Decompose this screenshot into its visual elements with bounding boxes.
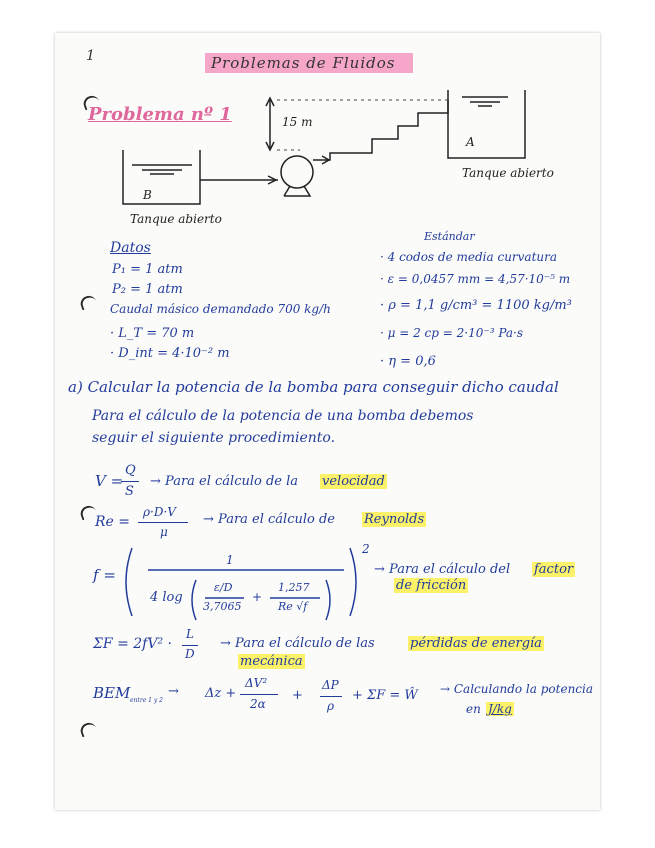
bem-text-2: en [466,702,481,716]
losses-highlight-2: mecánica [240,654,303,669]
tank-a-label: Tanque abierto [462,166,554,180]
velocity-num: Q [125,463,136,478]
friction-eps-num: ε/D [214,581,233,594]
dato-diametro: · D_int = 4·10⁻² m [110,346,230,361]
bem-lhs: BEM [93,684,131,702]
bem-highlight: J/kg [488,702,512,716]
losses-lhs: ΣF = 2fV² · [93,636,172,652]
dato-viscosidad: · μ = 2 cp = 2·10⁻³ Pa·s [380,326,523,340]
losses-text: → Para el cálculo de las [220,636,375,651]
velocity-highlight: velocidad [322,474,385,489]
bem-plus: + [292,688,303,703]
bem-dp-num: ΔP [322,678,339,692]
bem-rest: + ΣF = Ŵ [352,688,418,703]
bem-text: → Calculando la potencia [440,682,594,696]
datos-heading: Datos [110,240,151,256]
reynolds-highlight: Reynolds [364,512,425,527]
bem-dv-num: ΔV² [245,676,268,690]
section-a-intro-2: seguir el siguiente procedimiento. [92,430,336,446]
friction-log: 4 log [150,590,183,605]
losses-num: L [186,627,194,641]
reynolds-text: → Para el cálculo de [203,512,335,527]
dato-p1: P₁ = 1 atm [112,262,183,277]
bem-subscript: entre 1 y 2 [130,697,163,704]
dato-p2: P₂ = 1 atm [112,282,183,297]
friction-lhs: f = [93,566,116,584]
reynolds-fraction-bar [138,522,188,523]
velocity-fraction-bar [121,481,139,482]
friction-text: → Para el cálculo del [374,562,511,577]
friction-re-num: 1,257 [278,581,310,594]
section-a-intro-1: Para el cálculo de la potencia de una bomba debemos [92,408,474,424]
dato-rugosidad: · ε = 0,0457 mm = 4,57·10⁻⁵ m [380,272,571,286]
tank-b-label: Tanque abierto [130,212,222,226]
bem-dv-bar [240,694,278,695]
dato-codos: · 4 codos de media curvatura [380,250,558,264]
dato-rendimiento: · η = 0,6 [380,354,436,369]
friction-highlight-1: factor [534,562,574,577]
velocity-lhs: V = [95,472,124,490]
losses-den: D [185,647,195,661]
losses-highlight-1: pérdidas de energía [410,636,542,651]
friction-eps-den: 3,7065 [203,600,242,613]
dato-densidad: · ρ = 1,1 g/cm³ = 1100 kg/m³ [380,298,572,313]
page-title: Problemas de Fluidos [205,53,413,73]
tank-a-letter: A [466,135,475,149]
bem-dp-bar [320,696,342,697]
velocity-text: → Para el cálculo de la [150,474,299,489]
dato-caudal: Caudal másico demandado 700 kg/h [110,302,331,316]
reynolds-lhs: Re = [95,514,131,530]
page-marker: 1 [86,48,95,64]
reynolds-den: μ [160,525,168,539]
losses-fraction-bar [182,645,198,646]
dato-estandar: Estándar [424,230,475,243]
reynolds-num: ρ·D·V [143,505,176,519]
friction-plus: + [252,590,263,604]
dato-longitud: · L_T = 70 m [110,326,195,341]
tank-b-letter: B [143,188,152,202]
friction-re-den: Re √f [278,600,308,613]
bem-arrow: → [168,684,179,699]
velocity-den: S [125,484,134,499]
bem-dp-den: ρ [327,699,335,713]
section-a-title: a) Calcular la potencia de la bomba para conseguir dicho caudal [68,378,559,396]
bem-dv-den: 2α [250,697,266,711]
problem-label: Problema nº 1 [88,104,232,125]
friction-one: 1 [226,553,234,567]
friction-highlight-2: de fricción [396,578,467,593]
friction-exponent: 2 [362,542,370,556]
height-label: 15 m [282,115,313,129]
bem-dz: Δz + [205,686,237,701]
